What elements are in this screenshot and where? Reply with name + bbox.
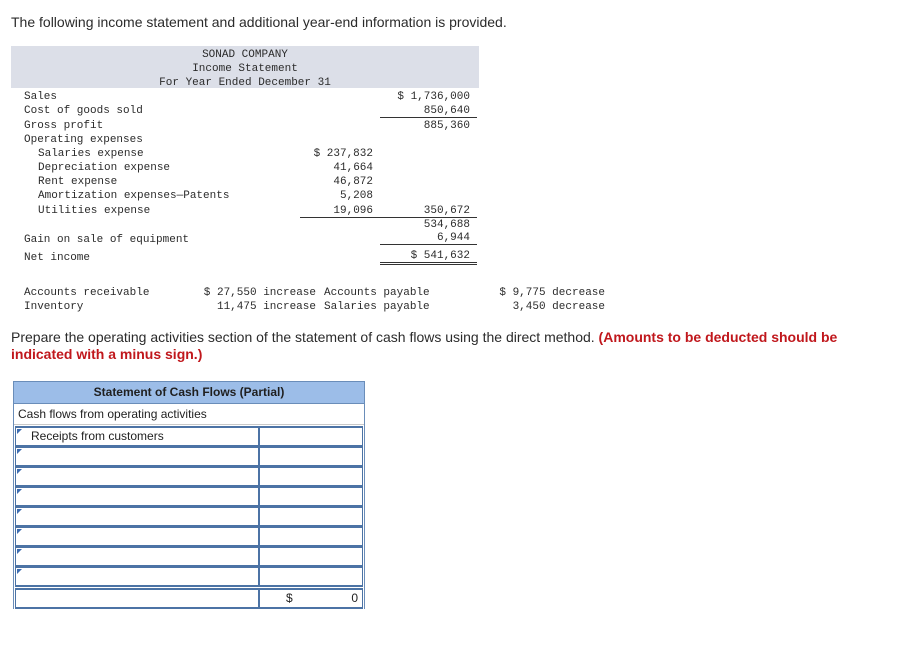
dropdown-marker-icon	[17, 489, 22, 494]
dropdown-marker-icon	[17, 549, 22, 554]
dropdown-marker-icon	[17, 449, 22, 454]
input-row	[14, 425, 364, 445]
net-income-value-text: $ 541,632	[410, 250, 470, 262]
total-currency: $	[286, 591, 293, 605]
total-row	[14, 585, 364, 609]
salaries-label: Salaries expense	[38, 148, 144, 160]
input-row	[14, 525, 364, 545]
depreciation-value: 41,664	[333, 162, 373, 174]
description-input[interactable]	[15, 486, 259, 507]
total-value: 0	[351, 591, 358, 605]
salaries-value: $ 237,832	[313, 148, 373, 160]
cogs-label: Cost of goods sold	[24, 105, 143, 117]
amount-input[interactable]	[259, 526, 363, 547]
instructions	[11, 329, 891, 363]
cogs-value	[380, 105, 477, 118]
description-input[interactable]	[15, 546, 259, 567]
description-input[interactable]	[15, 466, 259, 487]
gain-value-text: 6,944	[436, 232, 470, 244]
amount-input[interactable]	[259, 466, 363, 487]
total-description-input[interactable]	[15, 588, 259, 609]
gross-profit-label: Gross profit	[24, 120, 104, 132]
statement-title: Income Statement	[192, 63, 298, 75]
description-input[interactable]	[15, 566, 259, 587]
total-opex-value	[380, 205, 477, 218]
ap-label: Accounts payable	[324, 287, 430, 299]
opex-label: Operating expenses	[24, 134, 143, 146]
company-name: SONAD COMPANY	[202, 49, 288, 61]
input-row	[14, 505, 364, 525]
rent-label: Rent expense	[38, 176, 118, 188]
salaries-payable-label: Salaries payable	[324, 301, 430, 313]
salaries-payable-value: 3,450 decrease	[512, 301, 605, 313]
description-input[interactable]	[15, 426, 259, 447]
inventory-value: 11,475 increase	[216, 301, 316, 313]
section-header-row	[14, 404, 364, 425]
ar-label: Accounts receivable	[24, 287, 150, 299]
gain-label: Gain on sale of equipment	[24, 234, 190, 246]
receipts-label: Receipts from customers	[31, 429, 164, 443]
intro-text: The following income statement and additional year-end information is provided.	[11, 14, 507, 30]
total-amount-field	[259, 588, 363, 609]
amount-input[interactable]	[259, 506, 363, 527]
amortization-label: Amortization expenses—Patents	[38, 190, 230, 202]
gross-profit-value: 885,360	[423, 120, 470, 132]
sales-label: Sales	[24, 91, 58, 103]
input-row	[14, 445, 364, 465]
amount-input[interactable]	[259, 426, 363, 447]
dropdown-marker-icon	[17, 509, 22, 514]
amount-input[interactable]	[259, 486, 363, 507]
net-income-label: Net income	[24, 252, 91, 264]
dropdown-marker-icon	[17, 429, 22, 434]
input-row	[14, 465, 364, 485]
amortization-value: 5,208	[339, 190, 373, 202]
utilities-value-text: 19,096	[333, 205, 373, 217]
amount-input[interactable]	[259, 546, 363, 567]
statement-period: For Year Ended December 31	[159, 77, 331, 89]
cogs-value-text: 850,640	[423, 105, 470, 117]
description-input[interactable]	[15, 526, 259, 547]
inventory-label: Inventory	[24, 301, 84, 313]
description-input[interactable]	[15, 446, 259, 467]
cash-flow-table	[13, 381, 365, 609]
net-income-value	[380, 250, 477, 265]
cash-flow-title: Statement of Cash Flows (Partial)	[14, 382, 364, 404]
gain-value	[380, 232, 477, 245]
input-row	[14, 485, 364, 505]
dropdown-marker-icon	[17, 469, 22, 474]
subtotal-value: 534,688	[423, 219, 470, 231]
amount-input[interactable]	[259, 566, 363, 587]
amount-input[interactable]	[259, 446, 363, 467]
instructions-note: (Amounts to be deducted should be indicated with a minus sign.)	[11, 329, 838, 362]
sales-value: $ 1,736,000	[397, 91, 470, 103]
ap-value: $ 9,775 decrease	[499, 287, 605, 299]
instructions-text: Prepare the operating activities section of the statement of cash flows using the direct method.	[11, 329, 595, 345]
description-input[interactable]	[15, 506, 259, 527]
utilities-label: Utilities expense	[38, 205, 151, 217]
utilities-value	[300, 205, 380, 218]
input-row	[14, 565, 364, 585]
input-row	[14, 545, 364, 565]
dropdown-marker-icon	[17, 569, 22, 574]
ar-value: $ 27,550 increase	[203, 287, 316, 299]
section-header-label: Cash flows from operating activities	[18, 407, 207, 421]
dropdown-marker-icon	[17, 529, 22, 534]
depreciation-label: Depreciation expense	[38, 162, 171, 174]
total-opex-value-text: 350,672	[423, 205, 470, 217]
rent-value: 46,872	[333, 176, 373, 188]
